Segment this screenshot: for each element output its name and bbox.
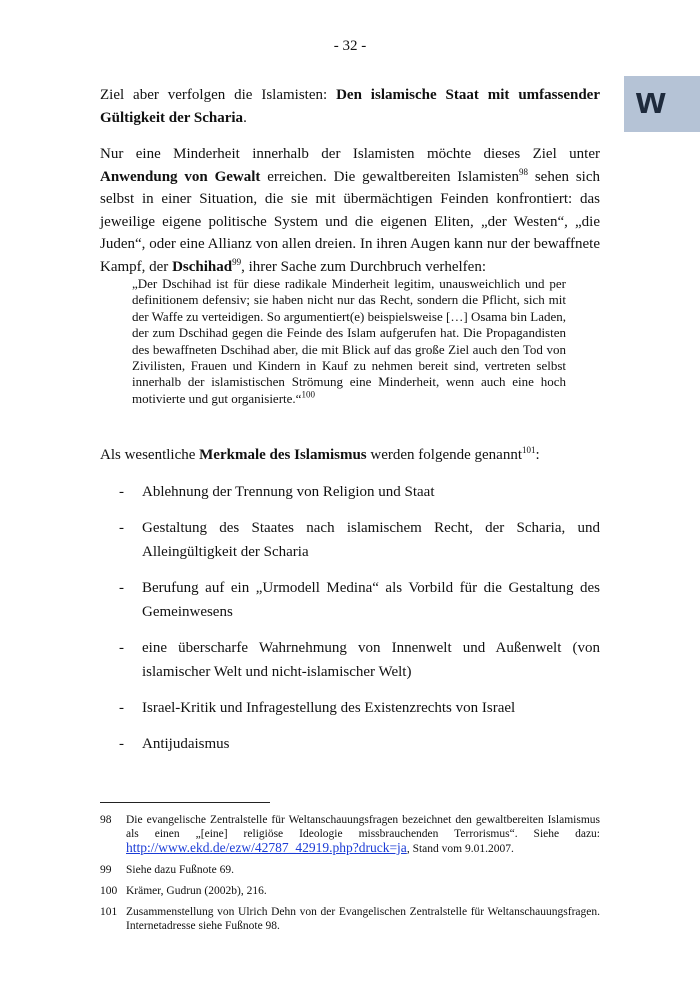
- list-dash: -: [119, 484, 124, 500]
- footnote-number: 98: [100, 814, 112, 826]
- list-item-text: eine überscharfe Wahrnehmung von Innenwelt und Außenwelt (von islamischer Welt und nicht-islamischer Welt): [142, 640, 600, 680]
- list-item: [100, 636, 600, 684]
- footnote-link[interactable]: http://www.ekd.de/ezw/42787_42919.php?druck=ja: [126, 840, 407, 855]
- list-item: [100, 516, 600, 564]
- footnote-text: Zusammenstellung von Ulrich Dehn von der Evangelischen Zentralstelle für Weltanschauungsfragen. Internetadresse siehe Fußnote 98.: [126, 906, 600, 932]
- footnotes: [100, 813, 600, 940]
- list-item-text: Gestaltung des Staates nach islamischem Recht, der Scharia, und Alleingültigkeit der Scharia: [142, 520, 600, 560]
- paragraph-goal-tail: .: [243, 109, 247, 126]
- text-segment: erreichen. Die gewaltbereiten Islamisten: [260, 168, 519, 185]
- paragraph-violence: [100, 143, 600, 278]
- footnote-text: Krämer, Gudrun (2002b), 216.: [126, 885, 267, 897]
- list-dash: -: [119, 736, 124, 752]
- paragraph-goal: [100, 84, 600, 129]
- list-item: [100, 732, 600, 756]
- footnote-number: 99: [100, 864, 112, 876]
- quote-text: „Der Dschihad ist für diese radikale Minderheit legitim, unausweichlich und per definitionem defensiv; sie haben nicht nur das Recht, sondern die Pflicht, sich mit der Waffe zu verteidigen. So argumentiert(e) beispielsweise […] Osama bin Laden, der zum Dschihad gegen die Feinde des Islam aufgerufen hat. Die Propagandisten des bewaffneten Dschihad aber, die mit Blick auf das große Ziel auch den Tod von Zivilisten, Frauen und Kindern in Kauf zu nehmen bereit sind, vertreten selbst innerhalb der islamistischen Strömung eine Minderheit, wenn auch eine hoch motivierte und gut organisierte.“: [132, 276, 566, 406]
- paragraph-characteristics: [100, 444, 600, 467]
- list-item-text: Israel-Kritik und Infragestellung des Existenzrechts von Israel: [142, 700, 516, 716]
- page-number: - 32 -: [333, 38, 367, 54]
- list-dash: -: [119, 580, 124, 596]
- footnote-ref-100[interactable]: 100: [301, 389, 315, 400]
- footnote-ref-98[interactable]: 98: [518, 166, 528, 177]
- list-dash: -: [119, 520, 124, 536]
- footnote-text: Siehe dazu Fußnote 69.: [126, 864, 234, 876]
- footnote-text-after: , Stand vom 9.01.2007.: [406, 843, 514, 855]
- text-segment: , ihrer Sache zum Durchbruch verhelfen:: [241, 258, 486, 275]
- text-segment: werden folgende genannt: [366, 447, 522, 463]
- text-segment: :: [535, 447, 540, 463]
- footnote-98: [100, 813, 600, 856]
- footnote-ref-99[interactable]: 99: [232, 256, 242, 267]
- list-dash: -: [119, 640, 124, 656]
- paragraph-goal-lead: Ziel aber verfolgen die Islamisten:: [100, 87, 337, 103]
- footnote-99: [100, 863, 600, 877]
- footnote-separator: [100, 802, 270, 803]
- bold-phrase-dschihad: Dschihad: [172, 258, 233, 275]
- list-item: [100, 576, 600, 624]
- bold-phrase-violence: Anwendung von Gewalt: [100, 168, 261, 185]
- paragraph-goal-bold: Den islamische Staat mit umfassender Gültigkeit der Scharia: [100, 87, 600, 126]
- list-item: [100, 480, 600, 504]
- block-quote: [132, 276, 566, 407]
- footnote-101: [100, 905, 600, 933]
- list-item-text: Antijudaismus: [142, 736, 230, 752]
- bold-phrase-characteristics: Merkmale des Islamismus: [199, 447, 367, 463]
- footnote-number: 100: [100, 885, 118, 897]
- list-item-text: Berufung auf ein „Urmodell Medina“ als Vorbild für die Gestaltung des Gemeinwesens: [142, 580, 600, 620]
- list-item: [100, 696, 600, 720]
- list-item-text: Ablehnung der Trennung von Religion und Staat: [142, 484, 435, 500]
- text-segment: Nur eine Minderheit innerhalb der Islamisten möchte dieses Ziel unter: [100, 146, 600, 162]
- footnote-number: 101: [100, 906, 118, 918]
- text-segment: Als wesentliche: [100, 447, 200, 463]
- publisher-logo: [624, 76, 700, 132]
- footnote-text: Die evangelische Zentralstelle für Weltanschauungsfragen bezeichnet den gewaltbereiten Islamismus als einen „[eine] religiöse Ideologie missbrauchenden Terrorismus“. Siehe dazu:: [126, 814, 600, 840]
- footnote-100: [100, 884, 600, 898]
- characteristics-list: [100, 480, 600, 768]
- list-dash: -: [119, 700, 124, 716]
- text-segment: sehen sich selbst in einer Situation, die sie mit übermächtigen Feinden konfrontiert: das jeweilige eigene politische System und die eigenen Eliten, „der Westen“, „die Juden“, oder eine Allianz von allen dreien. In ihren Augen kann nur der bewaffnete Kampf, der: [100, 168, 600, 275]
- logo-letter: w: [636, 80, 664, 122]
- footnote-ref-101[interactable]: 101: [522, 445, 536, 455]
